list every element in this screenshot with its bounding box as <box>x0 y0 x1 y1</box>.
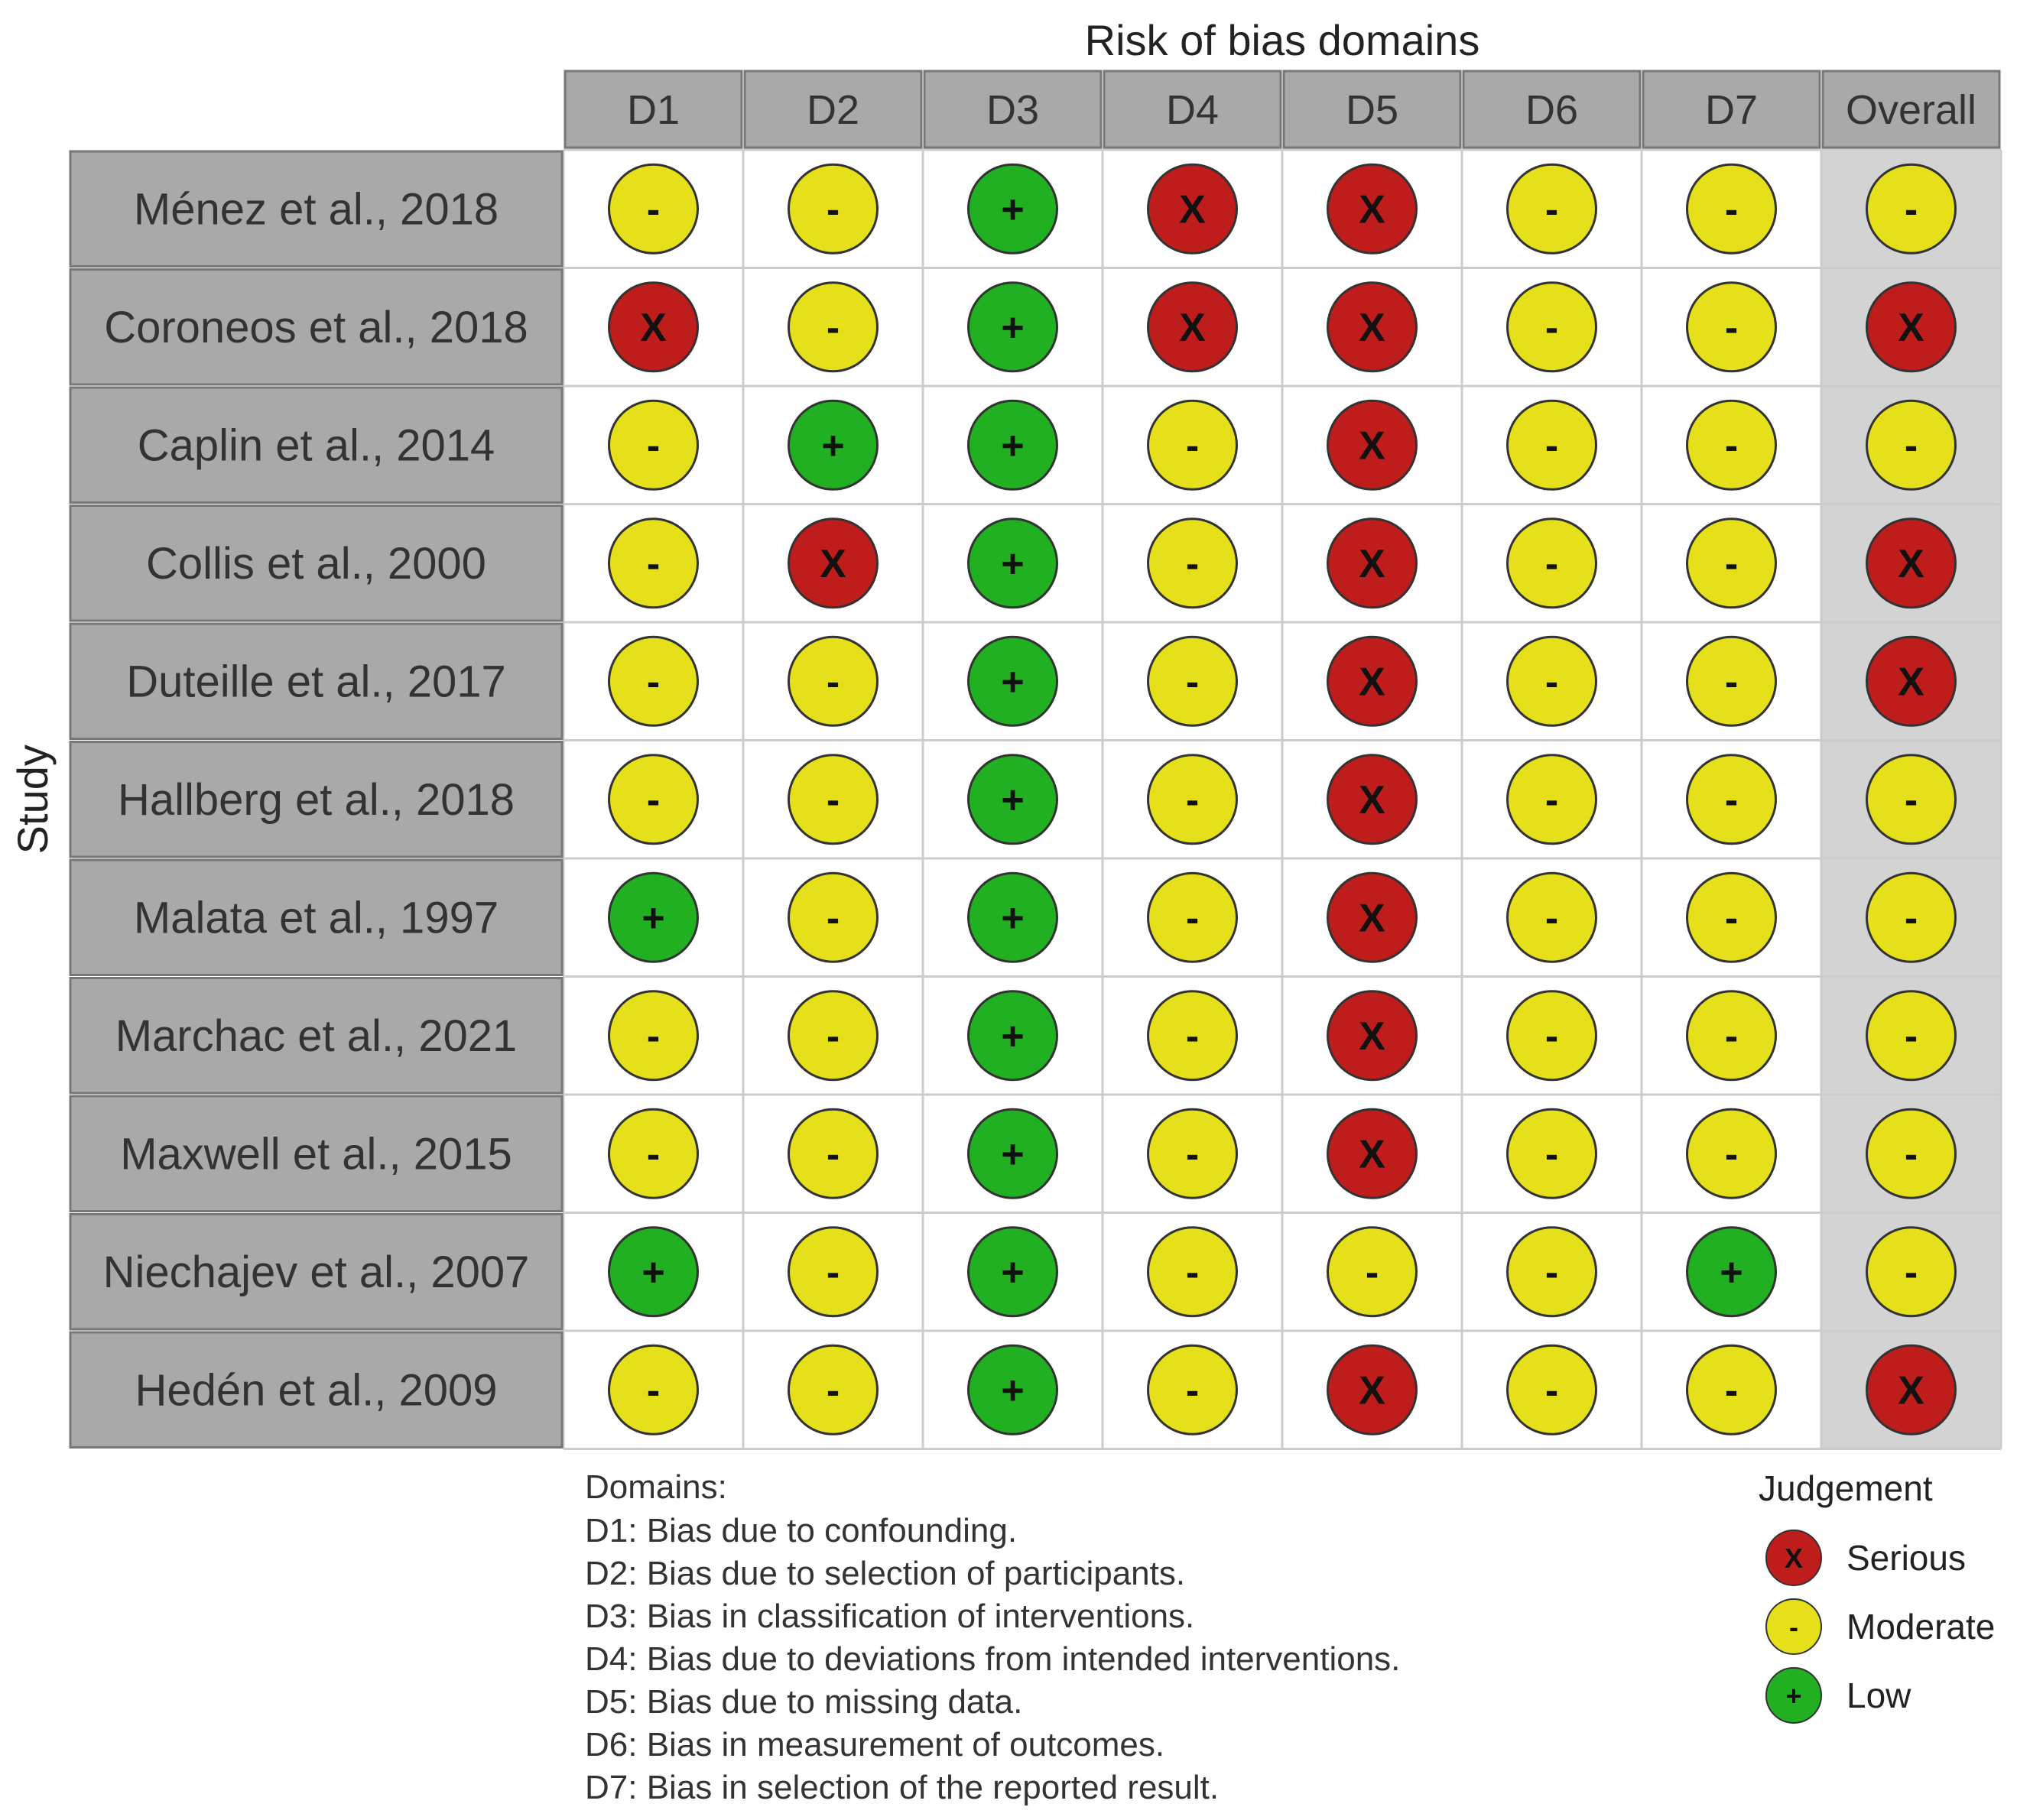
judgement-symbol: - <box>826 777 840 822</box>
legend-title: Judgement <box>1759 1468 1933 1508</box>
judgement-symbol: - <box>1185 777 1200 822</box>
judgement-symbol: - <box>1544 777 1559 822</box>
judgement-symbol: X <box>1898 1368 1924 1413</box>
judgement-symbol: + <box>1001 777 1025 822</box>
study-label: Collis et al., 2000 <box>146 538 486 589</box>
y-axis-label: Study <box>8 745 57 855</box>
judgement-symbol: - <box>1724 1132 1739 1177</box>
judgement-symbol: - <box>1544 187 1559 232</box>
study-label: Duteille et al., 2017 <box>126 657 506 707</box>
judgement-symbol: - <box>646 423 661 469</box>
judgement-symbol: - <box>1185 541 1200 586</box>
judgement-symbol: - <box>646 777 661 822</box>
judgement-symbol: - <box>826 1132 840 1177</box>
judgement-symbol: - <box>826 660 840 705</box>
judgement-symbol: X <box>1359 777 1385 822</box>
domain-description: D3: Bias in classification of interventions. <box>585 1598 1195 1635</box>
judgement-symbol: - <box>1724 187 1739 232</box>
judgement-symbol: - <box>826 1014 840 1059</box>
judgement-symbol: - <box>1724 1368 1739 1413</box>
judgement-symbol: - <box>1185 423 1200 469</box>
judgement-symbol: - <box>826 305 840 350</box>
judgement-symbol: X <box>1359 1014 1385 1059</box>
column-header-label: D6 <box>1525 87 1579 133</box>
judgement-symbol: - <box>1904 1250 1918 1295</box>
judgement-symbol: X <box>1179 305 1206 350</box>
domain-description: D2: Bias due to selection of participants. <box>585 1555 1186 1592</box>
study-label: Coroneos et al., 2018 <box>104 302 528 352</box>
judgement-symbol: X <box>1359 423 1385 469</box>
domains-heading: Domains: <box>585 1468 727 1506</box>
judgement-symbol: - <box>1185 896 1200 941</box>
judgement-symbol: - <box>1724 541 1739 586</box>
judgement-symbol: X <box>820 541 846 586</box>
judgement-symbol: - <box>1904 1132 1918 1177</box>
judgement-symbol: - <box>1544 1250 1559 1295</box>
judgement-symbol: X <box>1898 305 1924 350</box>
legend-symbol: + <box>1785 1680 1802 1711</box>
domain-description: D5: Bias due to missing data. <box>585 1683 1023 1721</box>
judgement-symbol: + <box>821 423 845 469</box>
judgement-symbol: - <box>646 1014 661 1059</box>
judgement-symbol: X <box>1359 305 1385 350</box>
judgement-symbol: + <box>1001 541 1025 586</box>
judgement-symbol: X <box>1359 541 1385 586</box>
judgement-symbol: + <box>1001 1132 1025 1177</box>
judgement-symbol: + <box>1001 305 1025 350</box>
judgement-symbol: X <box>1359 1368 1385 1413</box>
judgement-symbol: - <box>1904 187 1918 232</box>
judgement-symbol: X <box>1359 896 1385 941</box>
judgement-symbol: - <box>826 896 840 941</box>
study-label: Marchac et al., 2021 <box>115 1011 518 1061</box>
study-label: Niechajev et al., 2007 <box>102 1247 530 1297</box>
legend-symbol: - <box>1789 1611 1798 1643</box>
judgement-symbol: - <box>646 1132 661 1177</box>
domain-description: D4: Bias due to deviations from intended interventions. <box>585 1640 1401 1678</box>
judgement-symbol: + <box>1001 1250 1025 1295</box>
judgement-symbol: + <box>1001 896 1025 941</box>
judgement-symbol: X <box>1179 187 1206 232</box>
judgement-symbol: - <box>1544 541 1559 586</box>
study-label: Hedén et al., 2009 <box>135 1365 498 1416</box>
judgement-symbol: + <box>1720 1250 1743 1295</box>
legend-label: Low <box>1846 1676 1911 1715</box>
study-label: Caplin et al., 2014 <box>137 420 495 471</box>
judgement-symbol: - <box>646 541 661 586</box>
judgement-symbol: - <box>1904 1014 1918 1059</box>
judgement-symbol: + <box>1001 187 1025 232</box>
judgement-symbol: - <box>1724 423 1739 469</box>
judgement-symbol: - <box>1724 1014 1739 1059</box>
judgement-symbol: - <box>1185 1014 1200 1059</box>
judgement-symbol: - <box>1904 896 1918 941</box>
judgement-symbol: + <box>1001 1014 1025 1059</box>
judgement-symbol: - <box>1724 896 1739 941</box>
judgement-symbol: - <box>1724 305 1739 350</box>
column-header-label: Overall <box>1845 87 1977 133</box>
judgement-symbol: - <box>1904 423 1918 469</box>
judgement-symbol: - <box>1904 777 1918 822</box>
study-label: Maxwell et al., 2015 <box>120 1129 512 1179</box>
judgement-symbol: - <box>1185 1132 1200 1177</box>
judgement-symbol: - <box>1185 660 1200 705</box>
judgement-symbol: - <box>646 660 661 705</box>
judgement-symbol: X <box>640 305 667 350</box>
judgement-symbol: + <box>1001 1368 1025 1413</box>
column-header-label: D7 <box>1704 87 1759 133</box>
judgement-symbol: - <box>1185 1250 1200 1295</box>
chart-title: Risk of bias domains <box>1084 16 1480 64</box>
judgement-symbol: + <box>641 1250 665 1295</box>
judgement-symbol: X <box>1898 541 1924 586</box>
judgement-symbol: - <box>826 1368 840 1413</box>
column-header-label: D2 <box>806 87 860 133</box>
study-label: Malata et al., 1997 <box>133 893 499 943</box>
judgement-symbol: - <box>826 1250 840 1295</box>
judgement-symbol: X <box>1898 660 1924 705</box>
legend-label: Serious <box>1846 1538 1966 1578</box>
study-label: Hallberg et al., 2018 <box>117 774 515 825</box>
judgement-symbol: - <box>1544 1132 1559 1177</box>
judgement-symbol: X <box>1359 660 1385 705</box>
judgement-symbol: X <box>1359 1132 1385 1177</box>
judgement-symbol: + <box>641 896 665 941</box>
judgement-symbol: + <box>1001 423 1025 469</box>
legend-symbol: X <box>1784 1543 1804 1574</box>
judgement-symbol: - <box>1544 305 1559 350</box>
judgement-symbol: - <box>1544 1368 1559 1413</box>
column-header-label: D3 <box>986 87 1040 133</box>
column-header-label: D4 <box>1165 87 1220 133</box>
judgement-symbol: - <box>646 1368 661 1413</box>
judgement-symbol: - <box>1724 777 1739 822</box>
judgement-symbol: - <box>646 187 661 232</box>
judgement-symbol: - <box>1544 660 1559 705</box>
judgement-symbol: - <box>1185 1368 1200 1413</box>
domain-description: D1: Bias due to confounding. <box>585 1512 1018 1549</box>
legend-label: Moderate <box>1846 1607 1996 1646</box>
column-header-label: D5 <box>1345 87 1399 133</box>
judgement-symbol: X <box>1359 187 1385 232</box>
study-label: Ménez et al., 2018 <box>133 184 499 235</box>
judgement-symbol: - <box>1724 660 1739 705</box>
judgement-symbol: - <box>1544 1014 1559 1059</box>
domain-description: D7: Bias in selection of the reported result. <box>585 1769 1220 1806</box>
judgement-symbol: - <box>826 187 840 232</box>
judgement-symbol: - <box>1544 423 1559 469</box>
judgement-symbol: - <box>1365 1250 1379 1295</box>
column-header-label: D1 <box>626 87 680 133</box>
judgement-symbol: - <box>1544 896 1559 941</box>
domain-description: D6: Bias in measurement of outcomes. <box>585 1726 1165 1763</box>
judgement-symbol: + <box>1001 660 1025 705</box>
